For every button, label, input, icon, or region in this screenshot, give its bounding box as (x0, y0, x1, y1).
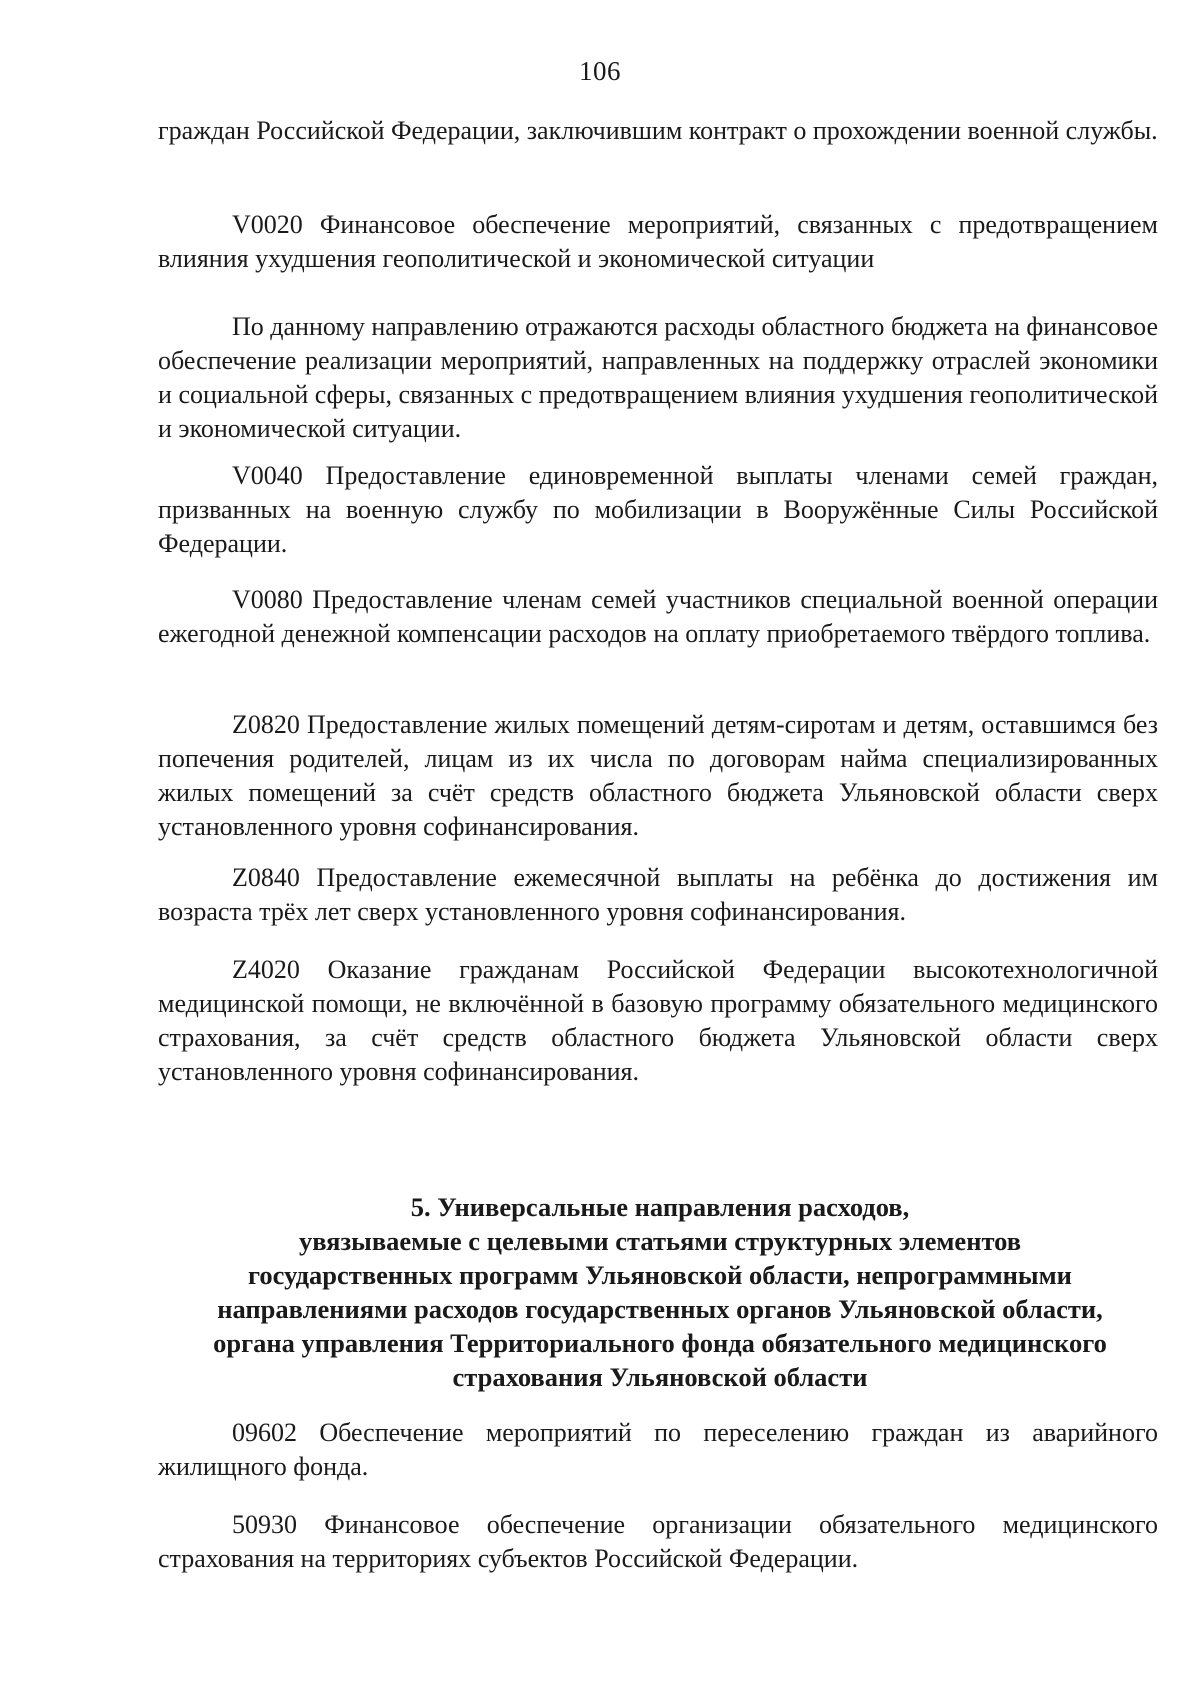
paragraph-50930: 50930 Финансовое обеспечение организации обязательного медицинского страхования на территориях субъектов Российской Федерации. (158, 1510, 1158, 1573)
section-heading-line: государственных программ Ульяновской области, непрограммными (248, 1260, 1072, 1290)
section-heading-line: 5. Универсальные направления расходов, (410, 1192, 910, 1222)
section-heading-line: страхования Ульяновской области (452, 1362, 868, 1392)
page-number: 106 (579, 56, 621, 86)
paragraph-v0040: V0040 Предоставление единовременной выплаты членами семей граждан, призванных на военную службу по мобилизации в Вооружённые Силы Российской Федерации. (158, 461, 1158, 558)
section-heading-line: направлениями расходов государственных органов Ульяновской области, (217, 1294, 1103, 1324)
section-heading-line: органа управления Территориального фонда обязательного медицинского (213, 1328, 1107, 1358)
paragraph-z0840: Z0840 Предоставление ежемесячной выплаты на ребёнка до достижения им возраста трёх лет сверх установленного уровня софинансирования. (158, 863, 1158, 926)
section-heading (140, 1190, 1180, 1394)
paragraph-v0020-title: V0020 Финансовое обеспечение мероприятий, связанных с предотвращением влияния ухудшения геополитической и экономической ситуации (158, 210, 1158, 273)
paragraph-09602: 09602 Обеспечение мероприятий по переселению граждан из аварийного жилищного фонда. (158, 1418, 1158, 1481)
section-heading-line: увязываемые с целевыми статьями структурных элементов (298, 1226, 1022, 1256)
paragraph-v0020-description: По данному направлению отражаются расходы областного бюджета на финансовое обеспечение реализации мероприятий, направленных на поддержку отраслей экономики и социальной сферы, связанных с предотвращением влияния ухудшения геополитической и экономической ситуации. (158, 312, 1158, 443)
paragraph-continuation: граждан Российской Федерации, заключившим контракт о прохождении военной службы. (158, 116, 1158, 145)
paragraph-z4020: Z4020 Оказание гражданам Российской Федерации высокотехнологичной медицинской помощи, не включённой в базовую программу обязательного медицинского страхования, за счёт средств областного бюджета Ульяновской области сверх установленного уровня софинансирования. (158, 955, 1158, 1086)
paragraph-z0820: Z0820 Предоставление жилых помещений детям-сиротам и детям, оставшимся без попечения родителей, лицам из их числа по договорам найма специализированных жилых помещений за счёт средств областного бюджета Ульяновской области сверх установленного уровня софинансирования. (158, 710, 1158, 841)
paragraph-v0080: V0080 Предоставление членам семей участников специальной военной операции ежегодной денежной компенсации расходов на оплату приобретаемого твёрдого топлива. (158, 585, 1158, 648)
